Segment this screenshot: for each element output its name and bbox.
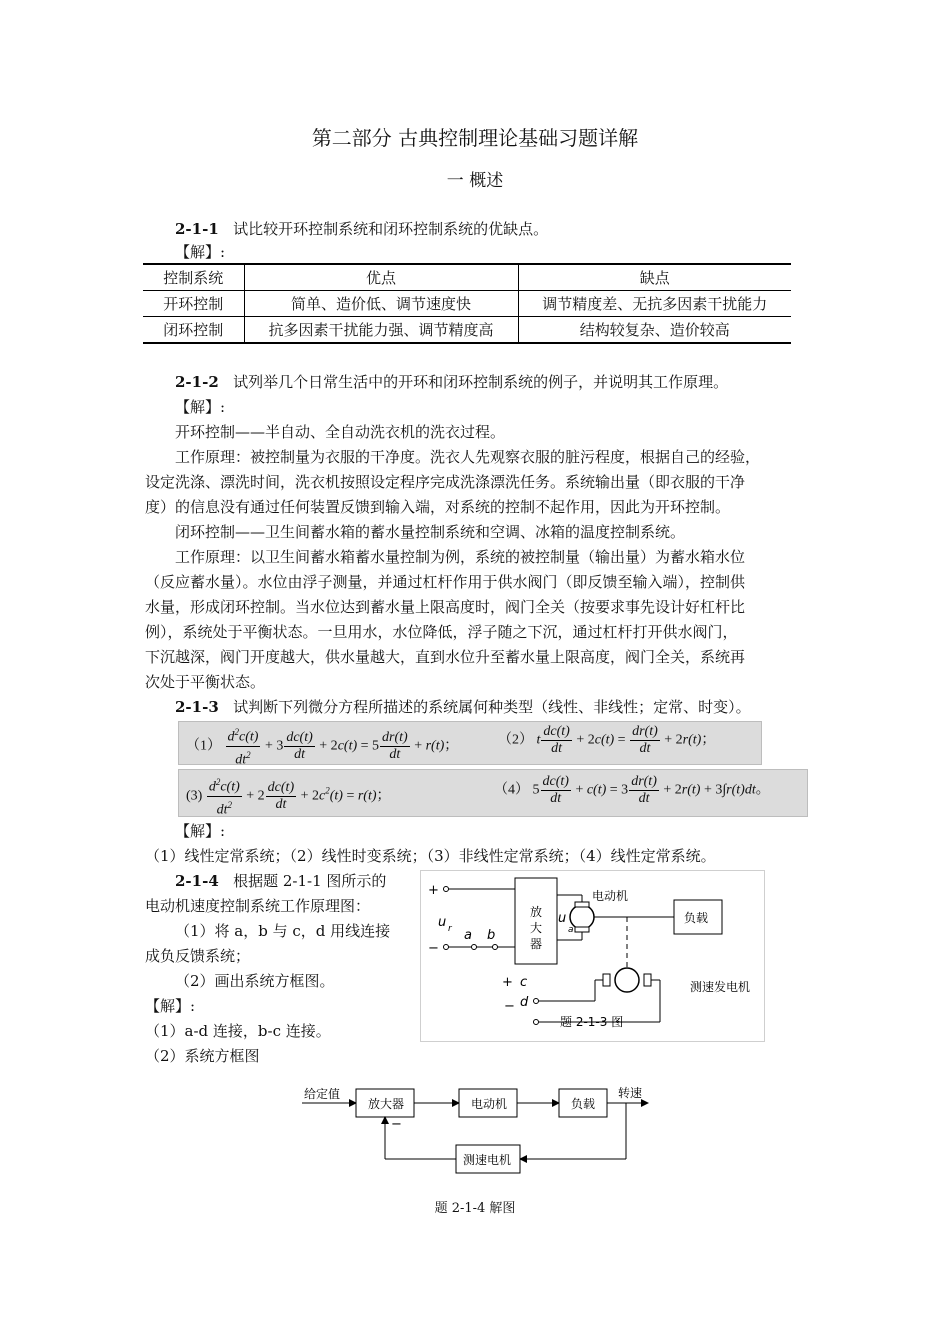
question-line: 成负反馈系统；: [145, 947, 251, 965]
amplifier-block-label: 放大器: [368, 1097, 405, 1111]
table-cell: 闭环控制: [143, 317, 244, 344]
table-cell: 抗多因素干扰能力强、调节精度高: [244, 317, 518, 344]
question-number: 2-1-3: [175, 698, 219, 716]
answer-line: 闭环控制——卫生间蓄水箱的蓄水量控制系统和空调、冰箱的温度控制系统。: [175, 523, 686, 541]
answer-line: （1）a-d 连接，b-c 连接。: [145, 1022, 331, 1040]
figure-caption: 题 2-1-4 解图: [434, 1201, 516, 1216]
motor-icon: [570, 905, 594, 929]
amplifier-label: 大: [530, 921, 543, 935]
terminal: [444, 887, 449, 892]
system-block-diagram: [296, 1080, 656, 1180]
answer-line: 开环控制——半自动、全自动洗衣机的洗衣过程。: [175, 423, 506, 441]
input-label: 给定值: [304, 1087, 341, 1101]
motor-label: 电动机: [592, 889, 629, 903]
terminal-c: [534, 999, 539, 1004]
answer-line: 工作原理：以卫生间蓄水箱蓄水量控制为例，系统的被控制量（输出量）为蓄水箱水位: [175, 548, 746, 566]
terminal-b-label: b: [487, 928, 496, 943]
figure-caption: 题 2-1-3 图: [560, 1015, 624, 1029]
minus-sign: −: [428, 941, 439, 956]
ur-subscript: r: [448, 924, 452, 934]
ua-label: u: [558, 911, 567, 926]
question-number: 2-1-4: [175, 872, 219, 890]
brush: [575, 902, 589, 907]
answer-label: 【解】:: [175, 822, 226, 840]
equation-3: (3) $\frac{d^2c(t)}{dt^2}$ + 2 $\frac{dc(t)}{dt}$ + $2c^2(t) = r(t)$；: [186, 774, 391, 818]
answer-line: 度）的信息没有通过任何装置反馈到输入端，对系统的控制不起作用，因此为开环控制。: [145, 498, 731, 516]
terminal-d: [534, 1020, 539, 1025]
motor-block-label: 电动机: [471, 1097, 508, 1111]
table-row: [143, 317, 791, 344]
minus-sign: −: [504, 999, 515, 1014]
answer-line: 工作原理：被控制量为衣服的干净度。洗衣人先观察衣服的脏污程度，根据自己的经验，: [175, 448, 761, 466]
brush: [644, 974, 651, 986]
table-cell: 结构较复杂、造价较高: [518, 317, 791, 344]
answer-line: 水量，形成闭环控制。当水位达到蓄水量上限高度时，阀门全关（按要求事先设计好杠杆比: [145, 598, 746, 616]
answer-label: 【解】:: [175, 398, 226, 416]
question-number: 2-1-2: [175, 373, 219, 391]
equation-1: （1） $\frac{d^2c(t)}{dt^2}$ + 3 $\frac{dc(t)}{dt}$ + 2c(t) = 5 $\frac{dr(t)}{dt}$ + r(t)；: [186, 724, 458, 768]
table-header-cell: 优点: [244, 264, 518, 291]
equation-4: （4） 5 $\frac{dc(t)}{dt}$ + c(t) = 3 $\frac{dr(t)}{dt}$ + 2r(t) + 3∫r(t)dt。: [494, 774, 770, 806]
equation-label: （1）: [186, 738, 221, 754]
answer-line: 设定洗涤、漂洗时间，洗衣机按照设定程序完成洗涤漂洗任务。系统输出量（即衣服的干净: [145, 473, 746, 491]
amplifier-label: 器: [530, 937, 543, 951]
answer-label: 【解】:: [145, 997, 196, 1015]
question-text: 试判断下列微分方程所描述的系统属何种类型（线性、非线性；定常、时变）。: [233, 698, 751, 716]
terminal-a: [472, 945, 477, 950]
answer-line: 例），系统处于平衡状态。一旦用水，水位降低，浮子随之下沉，通过杠杆打开供水阀门，: [145, 623, 738, 641]
question-text: 试列举几个日常生活中的开环和闭环控制系统的例子，并说明其工作原理。: [233, 373, 729, 391]
equation-label: (3): [186, 788, 203, 804]
answer-text: （1）线性定常系统；（2）线性时变系统；（3）非线性定常系统；（4）线性定常系统。: [145, 847, 716, 865]
answer-label: 【解】:: [175, 243, 226, 261]
question-line: （2）画出系统方框图。: [175, 972, 335, 990]
equation-2: （2） t $\frac{dc(t)}{dt}$ + 2c(t) = $\frac{dr(t)}{dt}$ + 2r(t)；: [498, 724, 716, 756]
section-title: 一 概述: [446, 171, 504, 191]
question-2-1-2: [145, 370, 840, 394]
terminal-c-label: c: [520, 975, 528, 990]
table-header-row: [143, 264, 791, 291]
load-label: 负载: [684, 911, 709, 925]
motor-control-schematic: [420, 870, 765, 1042]
terminal: [444, 945, 449, 950]
question-2-1-4: [145, 869, 445, 893]
tachogenerator-label: 测速发电机: [690, 980, 751, 994]
table-header-cell: 缺点: [518, 264, 791, 291]
question-2-1-1: [145, 217, 840, 241]
table-header-cell: 控制系统: [143, 264, 244, 291]
plus-sign: +: [502, 975, 513, 990]
table-cell: 调节精度差、无抗多因素干扰能力: [518, 291, 791, 317]
brush: [575, 927, 589, 932]
comparison-table: [143, 263, 791, 344]
question-line: 电动机速度控制系统工作原理图：: [145, 897, 371, 915]
answer-line: （反应蓄水量）。水位由浮子测量，并通过杠杆作用于供水阀门（即反馈至输入端），控制供: [145, 573, 746, 591]
plus-sign: +: [428, 883, 439, 898]
question-2-1-3: [145, 695, 840, 719]
ur-label: u: [438, 915, 447, 930]
page-title: 第二部分 古典控制理论基础习题详解: [311, 126, 639, 150]
terminal-d-label: d: [520, 995, 529, 1010]
output-label: 转速: [618, 1086, 643, 1100]
answer-line: 次处于平衡状态。: [145, 673, 266, 691]
question-text: 试比较开环控制系统和闭环控制系统的优缺点。: [233, 220, 549, 238]
terminal-b: [493, 945, 498, 950]
question-line: （1）将 a，b 与 c，d 用线连接: [175, 922, 391, 940]
tachometer-block-label: 测速电机: [463, 1153, 512, 1167]
table-cell: 简单、造价低、调节速度快: [244, 291, 518, 317]
brush: [603, 974, 610, 986]
question-number: 2-1-1: [175, 220, 219, 238]
negative-feedback-sign: −: [391, 1117, 402, 1132]
load-block-label: 负载: [571, 1097, 596, 1111]
ua-subscript: a: [568, 925, 574, 935]
tachogenerator-icon: [615, 968, 639, 992]
table-row: [143, 291, 791, 317]
equation-label: （2）: [498, 732, 533, 748]
question-text: 根据题 2-1-1 图所示的: [233, 872, 387, 890]
equation-label: （4）: [494, 782, 529, 798]
table-cell: 开环控制: [143, 291, 244, 317]
answer-line: 下沉越深，阀门开度越大，供水量越大，直到水位升至蓄水量上限高度，阀门全关，系统再: [145, 648, 746, 666]
terminal-a-label: a: [464, 928, 472, 943]
answer-line: （2）系统方框图: [145, 1047, 260, 1065]
amplifier-label: 放: [530, 905, 543, 919]
